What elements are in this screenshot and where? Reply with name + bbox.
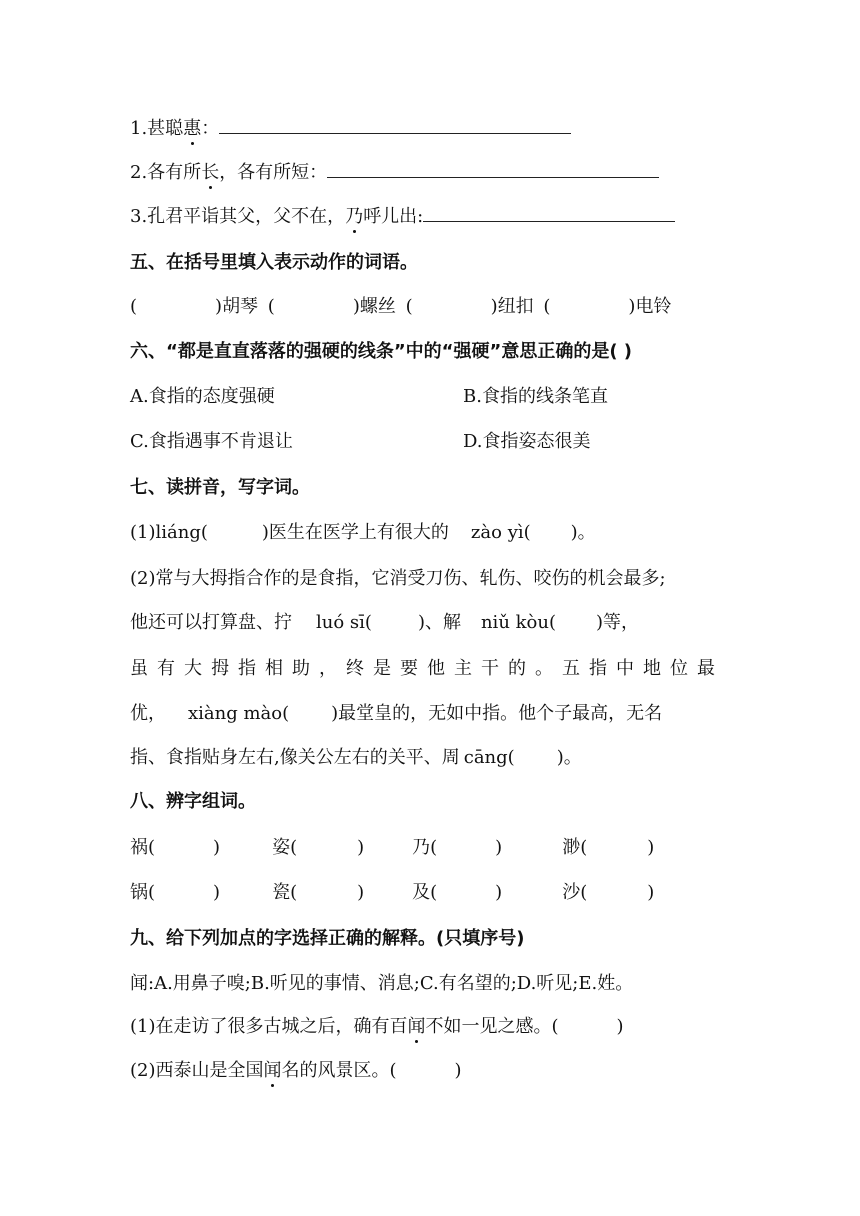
q6-heading: 六、“都是直直落落的强硬的线条”中的“强硬”意思正确的是( ) <box>130 341 633 362</box>
q7-line-3: 他还可以打算盘、拧 luó sī( )、解 niǔ kòu( )等， <box>130 612 640 633</box>
q7-line-5: 优， xiàng mào( )最堂皇的，无如中指。他个子最高，无名 <box>130 703 663 724</box>
dotted-char: 惠 <box>183 118 202 139</box>
q6-option-c[interactable]: C.食指遇事不肯退让 <box>130 431 293 452</box>
dotted-char: 闻 <box>263 1060 282 1081</box>
q4-item-1: 1.甚聪惠： <box>130 117 571 138</box>
q5-row: ( )胡琴 ( )螺丝 ( )纽扣 ( )电铃 <box>130 296 672 317</box>
q9-sentence-2: (2)西泰山是全国闻名的风景区。( ) <box>130 1060 462 1081</box>
answer-blank[interactable] <box>423 205 675 222</box>
dotted-char: 闻 <box>407 1016 426 1037</box>
answer-blank[interactable] <box>219 117 571 134</box>
answer-blank[interactable] <box>327 161 659 178</box>
q7-line-6: 指、食指贴身左右,像关公左右的关平、周 cāng( )。 <box>130 747 582 768</box>
q4-item-2: 2.各有所长，各有所短： <box>130 161 659 182</box>
dotted-char: 乃 <box>345 206 364 227</box>
q9-heading: 九、给下列加点的字选择正确的解释。(只填序号) <box>130 928 525 949</box>
q7-heading: 七、读拼音，写字词。 <box>130 477 310 498</box>
q7-line-4: 虽有大拇指相助，终是要他主干的。五指中地位最 <box>130 658 724 679</box>
q8-heading: 八、辨字组词。 <box>130 791 256 812</box>
q8-row-1: 祸( ) 姿( ) 乃( ) 渺( ) <box>130 837 655 858</box>
q6-option-a[interactable]: A.食指的态度强硬 <box>130 386 275 407</box>
dotted-char: 长 <box>201 162 220 183</box>
q5-heading: 五、在括号里填入表示动作的词语。 <box>130 252 418 273</box>
q9-sentence-1: (1)在走访了很多古城之后，确有百闻不如一见之感。( ) <box>130 1016 624 1037</box>
q4-item-3: 3.孔君平诣其父，父不在，乃呼儿出: <box>130 205 675 226</box>
q7-line-2: (2)常与大拇指合作的是食指，它消受刀伤、轧伤、咬伤的机会最多; <box>130 568 666 589</box>
q9-definitions: 闻:A.用鼻子嗅;B.听见的事情、消息;C.有名望的;D.听见;E.姓。 <box>130 973 634 994</box>
q7-line-1: (1)liáng( )医生在医学上有很大的 zào yì( )。 <box>130 522 596 543</box>
q6-option-b[interactable]: B.食指的线条笔直 <box>463 386 608 407</box>
q8-row-2: 锅( ) 瓷( ) 及( ) 沙( ) <box>130 882 655 903</box>
q6-option-d[interactable]: D.食指姿态很美 <box>463 431 591 452</box>
